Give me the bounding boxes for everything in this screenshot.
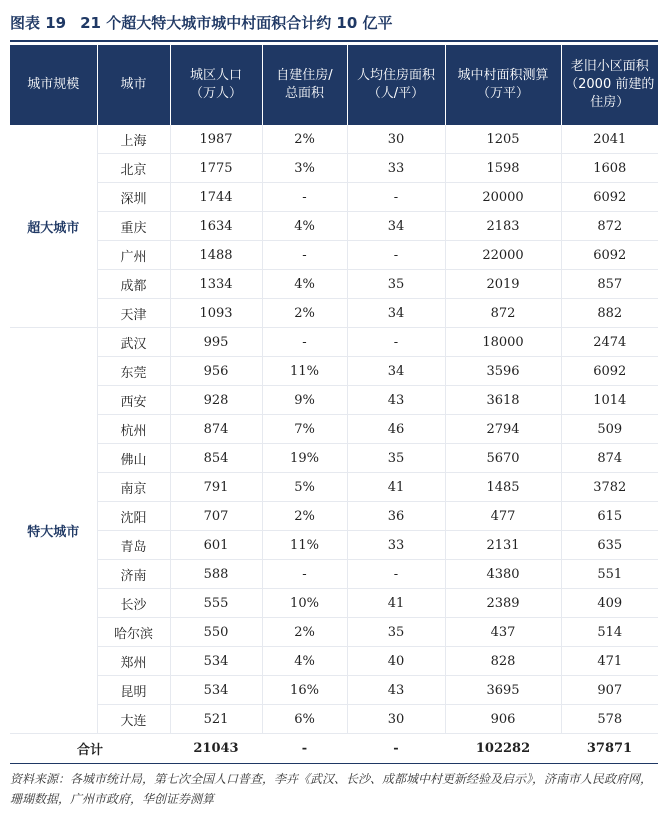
urban-village-area-cell: 2183 xyxy=(445,212,561,241)
per-capita-area-cell: - xyxy=(347,241,445,270)
per-capita-area-cell: 46 xyxy=(347,415,445,444)
city-cell: 佛山 xyxy=(97,444,170,473)
per-capita-area-cell: 41 xyxy=(347,473,445,502)
city-cell: 重庆 xyxy=(97,212,170,241)
per-capita-area-cell: 35 xyxy=(347,618,445,647)
city-cell: 长沙 xyxy=(97,589,170,618)
self-built-ratio-cell: 4% xyxy=(262,647,347,676)
urban-village-area-cell: 1205 xyxy=(445,125,561,154)
table-row xyxy=(10,241,658,270)
urban-village-area-cell: 2019 xyxy=(445,270,561,299)
self-built-ratio-cell: 10% xyxy=(262,589,347,618)
old-community-area-cell: 578 xyxy=(561,705,658,734)
total-label: 合计 xyxy=(10,734,170,764)
urban-population-cell: 1488 xyxy=(170,241,262,270)
urban-population-cell: 534 xyxy=(170,676,262,705)
per-capita-area-cell: 30 xyxy=(347,125,445,154)
header-per-capita-area: 人均住房面积 （人/平） xyxy=(347,45,445,125)
urban-village-area-cell: 2389 xyxy=(445,589,561,618)
table-row xyxy=(10,618,658,647)
figure-title-text: 21 个超大特大城市城中村面积合计约 10 亿平 xyxy=(80,14,393,32)
city-cell: 哈尔滨 xyxy=(97,618,170,647)
self-built-ratio-cell: 9% xyxy=(262,386,347,415)
table-row xyxy=(10,560,658,589)
city-cell: 西安 xyxy=(97,386,170,415)
urban-village-area-cell: 906 xyxy=(445,705,561,734)
urban-village-area-cell: 437 xyxy=(445,618,561,647)
old-community-area-cell: 2474 xyxy=(561,328,658,357)
urban-village-area-cell: 20000 xyxy=(445,183,561,212)
urban-population-cell: 995 xyxy=(170,328,262,357)
urban-population-cell: 1334 xyxy=(170,270,262,299)
city-cell: 天津 xyxy=(97,299,170,328)
table-row xyxy=(10,589,658,618)
self-built-ratio-cell: 16% xyxy=(262,676,347,705)
urban-village-area-cell: 3596 xyxy=(445,357,561,386)
urban-population-cell: 555 xyxy=(170,589,262,618)
header-urban-village-area: 城中村面积测算 （万平） xyxy=(445,45,561,125)
self-built-ratio-cell: - xyxy=(262,183,347,212)
table-row xyxy=(10,270,658,299)
table-row xyxy=(10,531,658,560)
self-built-ratio-cell: 2% xyxy=(262,299,347,328)
city-cell: 大连 xyxy=(97,705,170,734)
table-row xyxy=(10,299,658,328)
header-old-community-area: 老旧小区面积 （2000 前建的 住房） xyxy=(561,45,658,125)
urban-village-area-cell: 828 xyxy=(445,647,561,676)
per-capita-area-cell: - xyxy=(347,183,445,212)
old-community-area-cell: 6092 xyxy=(561,183,658,212)
city-cell: 深圳 xyxy=(97,183,170,212)
urban-population-cell: 1775 xyxy=(170,154,262,183)
total-old-community-area-cell: 37871 xyxy=(561,734,658,764)
urban-village-area-cell: 4380 xyxy=(445,560,561,589)
urban-village-area-cell: 3618 xyxy=(445,386,561,415)
urban-village-area-cell: 1485 xyxy=(445,473,561,502)
self-built-ratio-cell: 5% xyxy=(262,473,347,502)
self-built-ratio-cell: 19% xyxy=(262,444,347,473)
city-scale-cell: 特大城市 xyxy=(10,328,97,734)
self-built-ratio-cell: 2% xyxy=(262,502,347,531)
old-community-area-cell: 471 xyxy=(561,647,658,676)
city-cell: 武汉 xyxy=(97,328,170,357)
source-note: 资料来源：各城市统计局，第七次全国人口普查，李卉《武汉、长沙、成都城中村更新经验及启示》，济南市人民政府网，珊瑚数据，广州市政府，华创证券测算 xyxy=(10,772,653,806)
urban-village-area-cell: 3695 xyxy=(445,676,561,705)
city-cell: 东莞 xyxy=(97,357,170,386)
old-community-area-cell: 907 xyxy=(561,676,658,705)
old-community-area-cell: 409 xyxy=(561,589,658,618)
header-city: 城市 xyxy=(97,45,170,125)
urban-population-cell: 534 xyxy=(170,647,262,676)
self-built-ratio-cell: 6% xyxy=(262,705,347,734)
urban-population-cell: 854 xyxy=(170,444,262,473)
old-community-area-cell: 2041 xyxy=(561,125,658,154)
figure-number: 图表 19 xyxy=(10,14,67,32)
self-built-ratio-cell: 11% xyxy=(262,357,347,386)
old-community-area-cell: 1608 xyxy=(561,154,658,183)
city-cell: 成都 xyxy=(97,270,170,299)
old-community-area-cell: 872 xyxy=(561,212,658,241)
per-capita-area-cell: 33 xyxy=(347,531,445,560)
old-community-area-cell: 615 xyxy=(561,502,658,531)
city-cell: 昆明 xyxy=(97,676,170,705)
urban-population-cell: 928 xyxy=(170,386,262,415)
table-row xyxy=(10,415,658,444)
total-self-built-ratio-cell: - xyxy=(262,734,347,764)
old-community-area-cell: 6092 xyxy=(561,357,658,386)
self-built-ratio-cell: 4% xyxy=(262,270,347,299)
city-cell: 济南 xyxy=(97,560,170,589)
urban-population-cell: 1744 xyxy=(170,183,262,212)
header-urban-population: 城区人口 （万人） xyxy=(170,45,262,125)
old-community-area-cell: 1014 xyxy=(561,386,658,415)
self-built-ratio-cell: 2% xyxy=(262,618,347,647)
old-community-area-cell: 551 xyxy=(561,560,658,589)
per-capita-area-cell: 36 xyxy=(347,502,445,531)
city-data-table xyxy=(10,45,658,764)
table-row xyxy=(10,386,658,415)
city-scale-cell: 超大城市 xyxy=(10,125,97,328)
per-capita-area-cell: - xyxy=(347,560,445,589)
city-cell: 杭州 xyxy=(97,415,170,444)
urban-population-cell: 550 xyxy=(170,618,262,647)
old-community-area-cell: 874 xyxy=(561,444,658,473)
table-header-row xyxy=(10,45,658,125)
table-row xyxy=(10,357,658,386)
old-community-area-cell: 635 xyxy=(561,531,658,560)
self-built-ratio-cell: - xyxy=(262,328,347,357)
per-capita-area-cell: 34 xyxy=(347,357,445,386)
table-row xyxy=(10,125,658,154)
total-row xyxy=(10,734,658,764)
city-cell: 南京 xyxy=(97,473,170,502)
per-capita-area-cell: 43 xyxy=(347,676,445,705)
table-row xyxy=(10,676,658,705)
city-cell: 广州 xyxy=(97,241,170,270)
table-row xyxy=(10,647,658,676)
per-capita-area-cell: 43 xyxy=(347,386,445,415)
per-capita-area-cell: 33 xyxy=(347,154,445,183)
total-urban-village-area-cell: 102282 xyxy=(445,734,561,764)
per-capita-area-cell: 34 xyxy=(347,299,445,328)
urban-village-area-cell: 5670 xyxy=(445,444,561,473)
table-row xyxy=(10,154,658,183)
header-city-scale: 城市规模 xyxy=(10,45,97,125)
per-capita-area-cell: - xyxy=(347,328,445,357)
urban-village-area-cell: 22000 xyxy=(445,241,561,270)
urban-population-cell: 1634 xyxy=(170,212,262,241)
urban-village-area-cell: 872 xyxy=(445,299,561,328)
self-built-ratio-cell: - xyxy=(262,560,347,589)
table-row xyxy=(10,473,658,502)
urban-village-area-cell: 1598 xyxy=(445,154,561,183)
urban-village-area-cell: 2794 xyxy=(445,415,561,444)
title-rule xyxy=(10,40,658,42)
old-community-area-cell: 514 xyxy=(561,618,658,647)
urban-population-cell: 588 xyxy=(170,560,262,589)
per-capita-area-cell: 34 xyxy=(347,212,445,241)
city-cell: 青岛 xyxy=(97,531,170,560)
self-built-ratio-cell: - xyxy=(262,241,347,270)
city-cell: 上海 xyxy=(97,125,170,154)
self-built-ratio-cell: 2% xyxy=(262,125,347,154)
self-built-ratio-cell: 3% xyxy=(262,154,347,183)
table-row xyxy=(10,502,658,531)
per-capita-area-cell: 30 xyxy=(347,705,445,734)
total-per-capita-area-cell: - xyxy=(347,734,445,764)
total-urban-population-cell: 21043 xyxy=(170,734,262,764)
old-community-area-cell: 3782 xyxy=(561,473,658,502)
urban-population-cell: 791 xyxy=(170,473,262,502)
old-community-area-cell: 857 xyxy=(561,270,658,299)
urban-population-cell: 1987 xyxy=(170,125,262,154)
city-cell: 沈阳 xyxy=(97,502,170,531)
urban-population-cell: 956 xyxy=(170,357,262,386)
per-capita-area-cell: 40 xyxy=(347,647,445,676)
table-row xyxy=(10,183,658,212)
urban-population-cell: 707 xyxy=(170,502,262,531)
figure-title xyxy=(10,12,407,33)
urban-population-cell: 521 xyxy=(170,705,262,734)
urban-village-area-cell: 2131 xyxy=(445,531,561,560)
self-built-ratio-cell: 11% xyxy=(262,531,347,560)
city-cell: 郑州 xyxy=(97,647,170,676)
table-row xyxy=(10,705,658,734)
old-community-area-cell: 509 xyxy=(561,415,658,444)
per-capita-area-cell: 35 xyxy=(347,444,445,473)
urban-village-area-cell: 477 xyxy=(445,502,561,531)
table-row xyxy=(10,444,658,473)
self-built-ratio-cell: 7% xyxy=(262,415,347,444)
table-body xyxy=(10,125,658,764)
urban-village-area-cell: 18000 xyxy=(445,328,561,357)
city-cell: 北京 xyxy=(97,154,170,183)
self-built-ratio-cell: 4% xyxy=(262,212,347,241)
urban-population-cell: 874 xyxy=(170,415,262,444)
per-capita-area-cell: 41 xyxy=(347,589,445,618)
table-row xyxy=(10,212,658,241)
table-row xyxy=(10,328,658,357)
urban-population-cell: 601 xyxy=(170,531,262,560)
old-community-area-cell: 6092 xyxy=(561,241,658,270)
per-capita-area-cell: 35 xyxy=(347,270,445,299)
old-community-area-cell: 882 xyxy=(561,299,658,328)
header-self-built-ratio: 自建住房/ 总面积 xyxy=(262,45,347,125)
urban-population-cell: 1093 xyxy=(170,299,262,328)
